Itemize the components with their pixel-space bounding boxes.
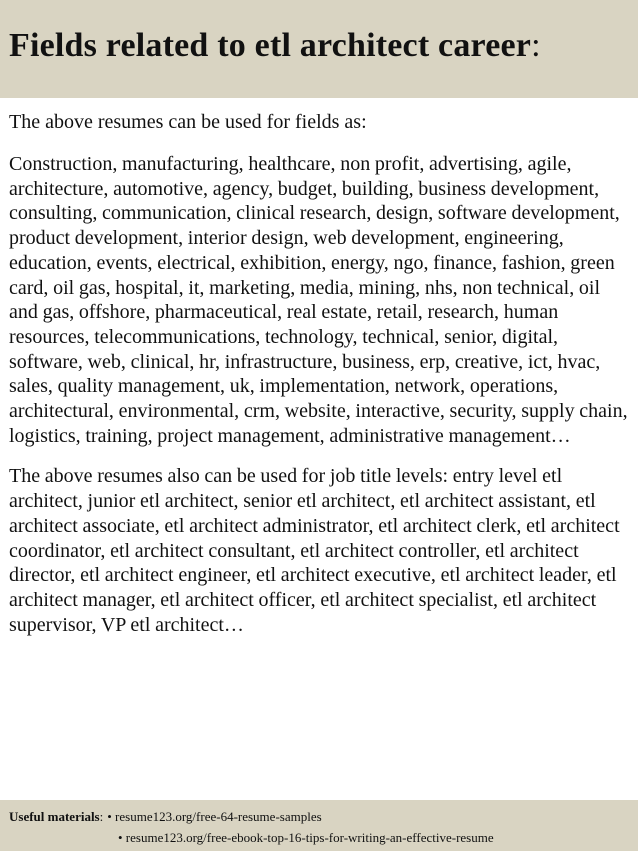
page-title bbox=[9, 26, 638, 66]
useful-materials-colon: : bbox=[99, 809, 104, 824]
page-title-text: Fields related to etl architect career bbox=[9, 27, 532, 64]
ebook-tips-link[interactable]: • resume123.org/free-ebook-top-16-tips-for-writing-an-effective-resume bbox=[118, 830, 494, 845]
useful-materials-label: Useful materials bbox=[9, 809, 100, 824]
fields-paragraph: Construction, manufacturing, healthcare, non profit, advertising, agile, architecture, automotive, agency, budget, building, business development, consulting, communication, clinical research, design, software development, product development, interior design, web development, engineering, education, events, electrical, exhibition, energy, ngo, finance, fashion, green card, oil gas, hospital, it, marketing, media, mining, nhs, non technical, oil and gas, offshore, pharmaceutical, real estate, retail, research, human resources, telecommunications, technology, technical, senior, digital, software, web, clinical, hr, infrastructure, business, erp, creative, ict, hvac, sales, quality management, uk, implementation, network, operations, architectural, environmental, crm, website, interactive, security, supply chain, logistics, training, project management, administrative management… bbox=[9, 153, 628, 447]
footer-banner bbox=[0, 800, 638, 851]
page-title-colon: : bbox=[531, 27, 541, 64]
footer-row-1 bbox=[9, 806, 638, 827]
resume-samples-link[interactable]: • resume123.org/free-64-resume-samples bbox=[107, 809, 322, 824]
footer-indent bbox=[9, 827, 118, 848]
header-banner bbox=[0, 0, 638, 98]
job-levels-paragraph: The above resumes also can be used for job title levels: entry level etl architect, junior etl architect, senior etl architect, etl architect assistant, etl architect associate, etl architect administrator, etl architect clerk, etl architect coordinator, etl architect consultant, etl architect controller, etl architect director, etl architect engineer, etl architect executive, etl architect leader, etl architect manager, etl architect officer, etl architect specialist, etl architect supervisor, VP etl architect… bbox=[9, 465, 620, 636]
main-content bbox=[9, 110, 633, 637]
footer-row-2 bbox=[9, 827, 638, 848]
intro-text: The above resumes can be used for fields as: bbox=[9, 111, 367, 133]
